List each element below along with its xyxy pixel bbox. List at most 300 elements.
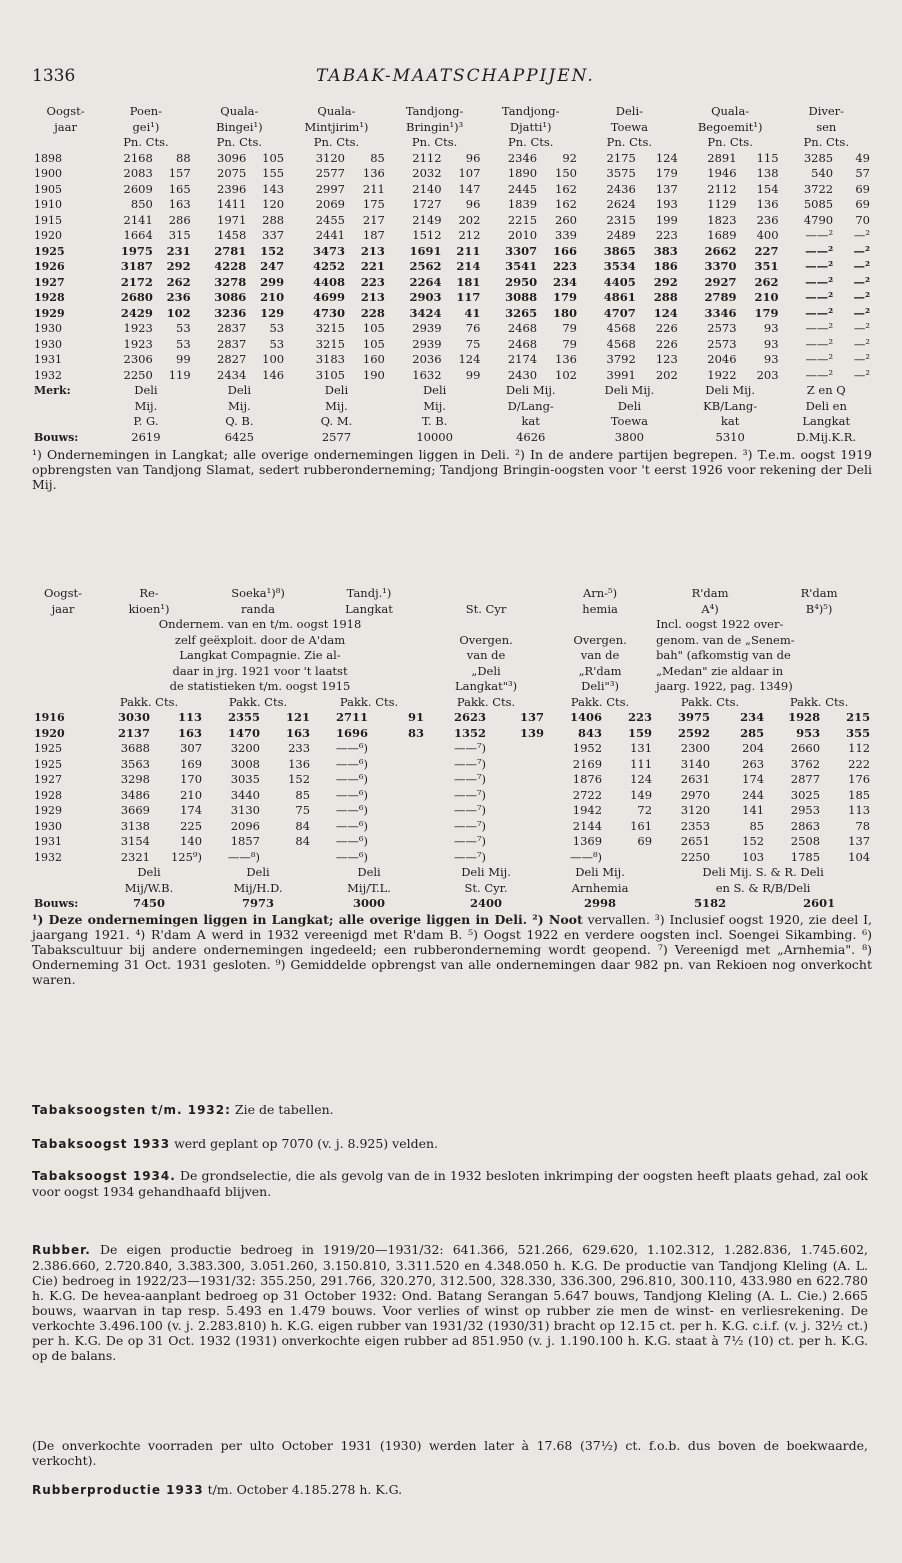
table2-column-header: St. Cyr <box>465 601 507 616</box>
table1-row <box>32 321 872 337</box>
table2-cell <box>488 819 546 835</box>
table2-footnote <box>32 912 872 987</box>
table2-cell: 3140 <box>680 756 711 771</box>
table1-cell: 1975 <box>120 243 153 258</box>
table2-cell <box>488 803 546 819</box>
table2-cell: 75 <box>295 803 311 817</box>
table2-cell <box>370 834 426 850</box>
table2-row <box>32 850 872 866</box>
table1-cell: 2837 <box>217 321 247 335</box>
table2-cell <box>370 819 426 835</box>
table1-year: 1915 <box>34 213 62 227</box>
table1-cell: 105 <box>262 150 285 165</box>
table2-cell: 84 <box>295 834 311 848</box>
table1-cell: ——² <box>805 352 834 366</box>
table2-bouws-cell: 2400 <box>470 896 503 910</box>
table1-cell: 2573 <box>707 336 737 351</box>
table2-cell: 2592 <box>678 725 711 740</box>
table1-cell: 175 <box>362 197 385 211</box>
table1-cell: 69 <box>855 181 870 196</box>
paragraph-oogst-1933 <box>32 1136 868 1152</box>
table2-note-stcyr <box>426 617 546 633</box>
table1-cell: 155 <box>262 166 285 180</box>
table2-cell: 161 <box>630 818 653 833</box>
table1-cell: ——² <box>805 336 834 351</box>
table2-cell: 3669 <box>120 803 150 817</box>
table1-column-header: sen <box>816 119 837 134</box>
table1-cell: 3120 <box>315 150 345 165</box>
table2-merk-cell: en S. & R/B/Deli <box>715 880 811 895</box>
table1-cell: 2939 <box>412 321 442 335</box>
table2-cell <box>370 741 426 757</box>
table1-cell: 262 <box>166 274 191 289</box>
table1-cell: 288 <box>262 212 285 227</box>
table1-cell: 1971 <box>217 212 247 227</box>
table2-cell: 3138 <box>120 818 150 833</box>
table1-merk-cell: KB/Lang- <box>703 398 758 413</box>
table1-cell: 79 <box>562 336 577 351</box>
table1-cell: 211 <box>456 243 481 258</box>
table2-bouws-row <box>32 896 872 912</box>
table1-cell: 231 <box>166 243 191 258</box>
table2-bouws-label: Bouws: <box>34 897 79 910</box>
table2-cell: 3030 <box>117 710 150 724</box>
table2-cell: 2877 <box>790 772 821 786</box>
table2-note-right: „Medan" zie aldaar in <box>656 663 784 678</box>
table1-merk-cell: Deli en <box>805 398 847 413</box>
table1-cell: 1691 <box>409 243 442 258</box>
table1-cell: 228 <box>360 305 385 320</box>
table1-bouws-cell: 5310 <box>715 429 745 444</box>
table1-cell: 2573 <box>707 321 737 335</box>
table1-cell: 2781 <box>214 243 247 258</box>
table1-cell: 2168 <box>123 150 153 165</box>
table1-cell: 247 <box>260 259 285 273</box>
table2-column-header: kioen¹) <box>128 601 170 616</box>
table1-cell: 1823 <box>707 212 737 227</box>
table1-merk-cell: Deli <box>324 383 349 397</box>
table2-note-spacer <box>32 664 94 680</box>
table2-cell: 843 <box>578 725 603 740</box>
table2-cell: 2722 <box>572 787 603 802</box>
table2-cell: 152 <box>742 834 765 848</box>
table1-column-header: Tandjong- <box>405 104 464 118</box>
table2-cell: 1952 <box>572 741 603 755</box>
table1-cell: 211 <box>362 181 385 196</box>
table1-cell: 190 <box>362 367 385 382</box>
table2-column-header: A⁴) <box>701 601 719 616</box>
table1-column-header: Deli- <box>615 104 644 118</box>
table1-merk-row <box>32 414 872 430</box>
table2-cell: ——⁶) <box>335 772 369 786</box>
table2-cell: 124 <box>630 772 653 786</box>
table1-cell: 3534 <box>603 259 636 273</box>
paragraph-label: Tabaksoogst 1933 <box>32 1137 171 1151</box>
table1-cell: 96 <box>465 197 481 211</box>
table1-unit-label: Pn. Cts. <box>411 135 458 149</box>
table1-row <box>32 213 872 229</box>
table1-cell: 2175 <box>606 150 636 165</box>
page-header <box>32 66 872 88</box>
table2-cell: 137 <box>848 834 871 848</box>
table1-cell: 2075 <box>217 166 247 180</box>
table1-cell: ——² <box>805 305 834 320</box>
table2-merk-cell: Deli <box>137 865 161 879</box>
table1-footnote: ¹) Ondernemingen in Langkat; alle overige ondernemingen liggen in Deli. ²) In de andere partijen begrepen. ³) T.e.m. oogst 1919 opbrengsten van Tandjong Slamat, sedert rubberonderneming; Tandjong Bringin-oogsten voor 't eerst 1926 voor rekening der Deli Mij. <box>32 447 872 492</box>
table1-cell: 136 <box>756 197 779 211</box>
table1-cell: 292 <box>653 274 678 289</box>
table2-note-row <box>32 664 872 680</box>
table1-year: 1920 <box>34 229 62 242</box>
table1-year: 1930 <box>34 322 62 335</box>
table2-cell: 234 <box>740 710 765 724</box>
table2-note-left: zelf geëxploit. door de A'dam <box>174 632 346 647</box>
page-number: 1336 <box>32 66 76 86</box>
table2-cell: 72 <box>637 803 653 817</box>
table2-note-spacer <box>32 679 94 695</box>
table1-header-row <box>32 104 872 120</box>
table1-cell: 3086 <box>214 290 247 304</box>
table1-bouws-cell: 2619 <box>131 429 161 444</box>
table2-cell: 263 <box>742 756 765 771</box>
table1-cell: 383 <box>653 243 678 258</box>
table2-cell: ——⁶) <box>335 834 369 848</box>
table1-merk-cell: P. G. <box>133 414 159 428</box>
table1-row <box>32 259 872 275</box>
table1-year: 1925 <box>34 244 65 258</box>
table2-cell: 1928 <box>788 710 821 724</box>
table1-cell: 179 <box>552 290 577 304</box>
table1-cell: 1129 <box>707 197 737 211</box>
table2-cell: 1942 <box>572 803 603 817</box>
table1-column-header: Quala- <box>317 104 356 118</box>
table1-merk-cell: Z en Q <box>806 383 846 397</box>
table2-note-arnhemia <box>546 617 654 633</box>
table1-cell: 4730 <box>312 305 345 320</box>
table2-year: 1916 <box>34 711 65 724</box>
table2-cell: ——⁷) <box>453 741 487 755</box>
table1-cell: —² <box>853 259 870 273</box>
table2-cell <box>488 850 546 866</box>
table1-cell: ——² <box>805 228 834 242</box>
table2-merk-row <box>32 865 872 881</box>
table2-column-header: Soeka¹)⁸) <box>231 586 285 600</box>
table1-unit-label: Pn. Cts. <box>606 135 653 149</box>
table2-unit-row <box>32 695 872 711</box>
table1-cell: 147 <box>458 181 481 196</box>
table1-cell: 2680 <box>120 290 153 304</box>
table1-unit-label: Pn. Cts. <box>803 135 849 149</box>
table1-cell: 119 <box>168 367 191 382</box>
table1-column-header: Tandjong- <box>501 104 560 118</box>
table2-note-stcyr: van de <box>466 648 506 662</box>
table1-bouws-cell: 6425 <box>224 429 254 444</box>
table1-cell: 299 <box>260 274 285 289</box>
table1-cell: 1922 <box>707 367 737 382</box>
table2-cell: 244 <box>742 787 765 802</box>
table1-cell: 2624 <box>606 197 636 211</box>
table1-cell: 193 <box>655 197 678 211</box>
table1-cell: —² <box>853 367 870 382</box>
table1-cell: 123 <box>655 352 678 366</box>
paragraph-label: Rubber. <box>32 1243 91 1257</box>
table2-cell: 3130 <box>230 803 261 817</box>
table1-unit-label: Pn. Cts. <box>707 135 753 149</box>
table1-cell: 292 <box>166 259 191 273</box>
table1-cell: 1923 <box>123 321 153 335</box>
table1-cell: 213 <box>360 290 385 304</box>
table2-cell: 3298 <box>120 772 150 786</box>
table1-cell: 210 <box>260 290 285 304</box>
table1-cell: 2436 <box>606 181 636 196</box>
table2-cell: 204 <box>742 741 765 755</box>
paragraph-oogst-1934 <box>32 1168 868 1199</box>
table1-cell: 2315 <box>606 212 636 227</box>
table1-cell: 262 <box>754 274 779 289</box>
table2-cell: 3975 <box>678 710 711 724</box>
table1-cell: 212 <box>458 228 481 242</box>
table1-merk-cell: T. B. <box>421 414 448 428</box>
table2-cell: 2353 <box>680 818 711 833</box>
table1-cell: 157 <box>168 166 191 180</box>
table1-cell: 1512 <box>412 228 442 242</box>
table1-cell: 2445 <box>507 181 538 196</box>
table2-note-left: Ondernem. van en t/m. oogst 1918 <box>158 617 362 631</box>
table2-note-row <box>32 617 872 633</box>
table2-cell: ——⁷) <box>453 787 487 802</box>
table2-cell: 1857 <box>230 834 261 848</box>
table1-cell: ——² <box>805 259 834 273</box>
table1-cell: 2032 <box>412 166 442 180</box>
table2-cell <box>604 850 654 866</box>
table1-column-header: Toewa <box>610 119 648 134</box>
table2-cell: 139 <box>520 725 545 740</box>
table2-cell: 1696 <box>336 725 369 740</box>
table2-cell: 233 <box>288 741 311 755</box>
table2-cell: 355 <box>846 725 871 740</box>
table1-merk-label <box>32 414 99 430</box>
table2-merk-spacer <box>32 865 94 881</box>
table2-cell: 2631 <box>680 772 711 786</box>
table1-column-header: gei¹) <box>132 119 160 134</box>
table2-cell: ——⁶) <box>335 818 369 833</box>
table2-note-row <box>32 679 872 695</box>
table2-block <box>32 586 872 987</box>
table2-cell: 1470 <box>228 725 261 740</box>
table1-column-header: jaar <box>54 119 77 134</box>
table1-cell: 179 <box>655 166 678 180</box>
table1-cell: 2468 <box>507 321 538 335</box>
table1-bouws-cell: 10000 <box>416 429 453 444</box>
table2-column-header: R'dam <box>691 586 729 600</box>
table2-unit-label: Pakk. Cts. <box>570 694 630 709</box>
table2-unit-label: Pakk. Cts. <box>456 694 516 709</box>
table2-note-left: daar in jrg. 1921 voor 't laatst <box>172 663 348 678</box>
table2-cell: 2711 <box>336 710 369 724</box>
table2-cell: 3486 <box>120 787 150 802</box>
table2-unit-label: Pakk. Cts. <box>680 694 740 709</box>
table1-cell: 3473 <box>312 243 345 258</box>
table1-merk-cell: kat <box>720 414 740 428</box>
table2-column-header: randa <box>241 601 276 616</box>
table1-cell: 41 <box>464 305 481 320</box>
table1-cell: 92 <box>562 150 577 165</box>
table1-cell: 136 <box>362 166 385 180</box>
table1-cell: 1946 <box>707 166 737 180</box>
table2-cell: 2169 <box>572 756 603 771</box>
table2-note-left: Langkat Compagnie. Zie al- <box>179 648 341 662</box>
table1-merk-cell: Mij. <box>134 398 158 413</box>
table1-cell: 100 <box>262 352 285 366</box>
table1-cell: 129 <box>260 305 285 320</box>
table2-year: 1925 <box>34 757 62 771</box>
table2-merk-cell: St. Cyr. <box>464 880 508 895</box>
table1-cell: 2010 <box>507 228 538 242</box>
table2-merk-cell: Deli <box>246 865 270 879</box>
table1-cell: 2046 <box>707 352 737 366</box>
table1-cell: 1923 <box>123 336 153 351</box>
table2-cell: 152 <box>288 772 311 786</box>
table1-cell: 93 <box>763 321 779 335</box>
table1-merk-row <box>32 383 872 399</box>
table1-cell: 2827 <box>217 352 247 366</box>
table2-row <box>32 741 872 757</box>
table1-bouws-label: Bouws: <box>34 430 79 444</box>
table2-cell <box>370 788 426 804</box>
table1-year: 1927 <box>34 275 65 289</box>
table1-cell: 2429 <box>120 305 153 320</box>
table2-column-header: B⁴)⁵) <box>805 601 833 616</box>
table2-cell <box>370 850 426 866</box>
table2-row <box>32 803 872 819</box>
table1-merk-cell: Deli <box>134 383 158 397</box>
table2-note-right: bah" (afkomstig van de <box>656 648 791 662</box>
table1-cell: 4568 <box>606 321 636 335</box>
table2-cell: 104 <box>848 849 871 864</box>
table2-bouws-cell: 3000 <box>353 896 386 910</box>
paragraph-label: Rubberproductie 1933 <box>32 1483 204 1497</box>
paragraph-text: (De onverkochte voorraden per ulto October 1931 (1930) werden later à 17.68 (37½) ct. f.o.b. dus boven de boekwaarde, verkocht). <box>32 1438 868 1468</box>
table1-cell: —² <box>853 352 870 366</box>
paragraph-label: Tabaksoogst 1934. <box>32 1169 176 1183</box>
table1-cell: 1890 <box>507 166 538 180</box>
table2-note-row <box>32 633 872 649</box>
table1-cell: 2036 <box>412 352 442 366</box>
table1-column-header: Bringin¹)³ <box>406 119 464 134</box>
table1-cell: 102 <box>555 367 577 382</box>
table2-year: 1929 <box>34 804 62 817</box>
table2-note-spacer <box>32 617 94 633</box>
table1-cell: 146 <box>262 367 285 382</box>
table2-cell: 3563 <box>120 756 150 771</box>
table2-year: 1932 <box>34 850 62 864</box>
table1-cell: 2215 <box>507 212 538 227</box>
table1-cell: 260 <box>555 212 577 227</box>
table1-cell: 163 <box>168 197 191 211</box>
table1-cell: 166 <box>552 243 577 258</box>
table1-bouws-cell: 2577 <box>321 429 352 444</box>
table2-cell: ——⁶) <box>335 741 369 755</box>
table1-cell: 117 <box>456 290 481 304</box>
table1-merk-cell: D/Lang- <box>507 398 554 413</box>
table1-bouws-cell: D.Mij.K.R. <box>796 429 857 444</box>
table2-cell: 137 <box>520 710 545 724</box>
table1-row <box>32 290 872 306</box>
table2-cell: 1369 <box>572 834 603 848</box>
table1-row <box>32 151 872 167</box>
table2-cell: 2651 <box>680 834 711 848</box>
table1-cell: 286 <box>168 212 191 227</box>
table2-cell <box>488 834 546 850</box>
table1-column-header: Bingei¹) <box>216 119 263 134</box>
table1-cell: 70 <box>855 212 870 227</box>
table1-cell: 99 <box>465 367 481 382</box>
table1-cell: 3792 <box>606 352 636 366</box>
table1-cell: 202 <box>655 367 678 382</box>
table2 <box>32 586 872 912</box>
table1-row <box>32 182 872 198</box>
table1-cell: —² <box>853 321 870 335</box>
table2-row <box>32 710 872 726</box>
table1-column-header: Quala- <box>711 104 750 118</box>
table2-unit-label: Pakk. Cts. <box>339 694 399 709</box>
table2-cell: 222 <box>848 756 871 771</box>
table1-unit-row <box>32 135 872 151</box>
table1-cell: ——² <box>805 321 834 335</box>
table1-year: 1928 <box>34 291 65 304</box>
table1-cell: 102 <box>166 305 191 320</box>
table2-cell: 125⁹) <box>170 849 203 864</box>
table2-cell: 2623 <box>454 710 487 724</box>
table1-cell: 136 <box>555 352 577 366</box>
table1-unit-label: Pn. Cts. <box>216 135 263 149</box>
table2-merk-cell: Deli Mij. <box>461 865 511 879</box>
table2-header-row <box>32 602 872 618</box>
table2-column-header: Langkat <box>345 601 393 616</box>
table2-column-header: Re- <box>139 586 159 600</box>
paragraph-label: Tabaksoogsten t/m. 1932: <box>32 1103 231 1117</box>
table2-column-header: jaar <box>51 601 75 616</box>
table1-cell: ——² <box>805 290 834 304</box>
table1-cell: 1689 <box>707 228 737 242</box>
table1-cell: ——² <box>805 243 834 258</box>
table2-cell: 3688 <box>120 741 150 755</box>
table2-cell: 2144 <box>572 818 603 833</box>
table2-cell: 2508 <box>790 834 821 848</box>
table1-merk-cell: Deli Mij. <box>604 383 655 397</box>
paragraph-rubber <box>32 1242 868 1363</box>
table2-cell: 163 <box>178 725 203 740</box>
table1-cell: 2112 <box>707 181 737 196</box>
table1-year: 1900 <box>34 167 62 180</box>
table1-cell: 162 <box>555 197 577 211</box>
table1-cell: 2434 <box>217 367 247 382</box>
table1-merk-cell: Deli Mij. <box>505 383 556 397</box>
paragraph-text: De eigen productie bedroeg in 1919/20—1931/32: 641.366, 521.266, 629.620, 1.102.312, 1.282.836, 1.745.602, 2.386.660, 2.720.840, 3.383.300, 3.051.260, 3.150.810, 3.311.520 en 4.348.050 h. K.G. De productie van Tandjong Kleling (A. L. Cie) bedroeg in 1922/23—1931/32: 355.250, 291.766, 320.270, 312.500, 328.330, 336.300, 296.810, 300.110, 433.980 en 622.780 h. K.G. De hevea-aanplant bedroeg op 31 October 1932: Ond. Batang Serangan 5.647 bouws, Tandjong Kleling (A. L. Cie.) 2.665 bouws, waarvan in tap resp. 5.493 en 1.479 bouws. Voor verlies of winst op rubber zie men de winst- en verliesrekening. De verkochte 3.496.100 (v. j. 2.283.810) h. K.G. eigen rubber van 1931/32 (1930/31) bracht op 12.15 ct. per h. K.G. c.i.f. (v. j. 32½ ct.) per h. K.G. De op 31 Oct. 1932 (1931) onverkochte eigen rubber ad 851.950 (v. j. 1.190.100 h. K.G. staat à 7½ (10) ct. per h. K.G. op de balans. <box>32 1242 868 1363</box>
table2-merk-cell: Deli <box>357 865 381 879</box>
table1-unit-label: Pn. Cts. <box>507 135 554 149</box>
table2-merk-row <box>32 881 872 897</box>
table2-note-arnhemia: Deli"³) <box>581 679 619 693</box>
table2-cell: ——⁶) <box>335 849 369 864</box>
table1-cell: 143 <box>262 181 285 196</box>
table1-unit-year <box>32 135 99 151</box>
table1-cell: 1664 <box>123 228 153 242</box>
table1-cell: 165 <box>168 181 191 196</box>
table1-cell: 53 <box>176 321 191 335</box>
table2-cell: ——⁶) <box>335 803 369 817</box>
table1-cell: 351 <box>754 259 779 273</box>
